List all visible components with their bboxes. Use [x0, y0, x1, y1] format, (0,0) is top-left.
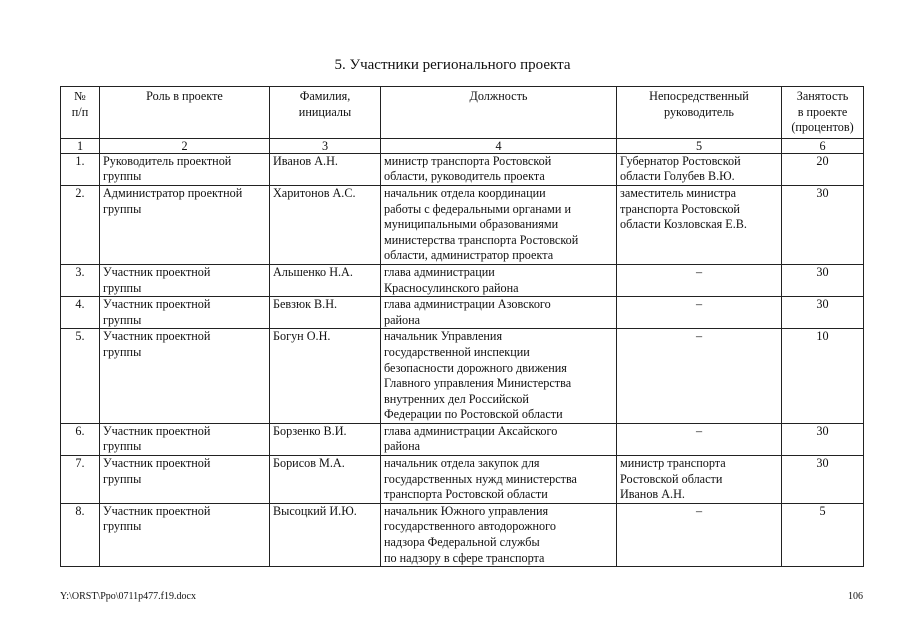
row-name: Борзенко В.И. [270, 423, 381, 455]
row-position: министр транспорта Ростовской области, руководитель проекта [381, 153, 617, 185]
header-num: № п/п [61, 87, 100, 139]
row-occupation: 5 [782, 503, 864, 566]
row-occupation: 30 [782, 423, 864, 455]
row-occupation: 20 [782, 153, 864, 185]
document-path: Y:\ORST\Ppo\0711p477.f19.docx [60, 591, 196, 602]
row-supervisor: заместитель министра транспорта Ростовской области Козловская Е.В. [617, 185, 782, 264]
row-number: 2. [61, 185, 100, 264]
header-supervisor: Непосредственный руководитель [617, 87, 782, 139]
row-number: 5. [61, 329, 100, 424]
column-number: 2 [100, 138, 270, 153]
table-row [61, 153, 864, 185]
table-row [61, 456, 864, 504]
row-occupation: 10 [782, 329, 864, 424]
row-occupation: 30 [782, 456, 864, 504]
table-row [61, 329, 864, 424]
row-role: Участник проектной группы [100, 329, 270, 424]
row-supervisor: Губернатор Ростовской области Голубев В.Ю. [617, 153, 782, 185]
row-number: 7. [61, 456, 100, 504]
participants-table [60, 86, 864, 567]
row-position: глава администрации Азовского района [381, 297, 617, 329]
row-supervisor: министр транспорта Ростовской области Иванов А.Н. [617, 456, 782, 504]
row-role: Руководитель проектной группы [100, 153, 270, 185]
column-number-row [61, 138, 864, 153]
row-role: Участник проектной группы [100, 503, 270, 566]
row-occupation: 30 [782, 185, 864, 264]
table-row [61, 264, 864, 296]
row-number: 4. [61, 297, 100, 329]
row-supervisor: – [617, 423, 782, 455]
column-number: 3 [270, 138, 381, 153]
table-row [61, 297, 864, 329]
table-row [61, 185, 864, 264]
column-number: 4 [381, 138, 617, 153]
row-supervisor: – [617, 503, 782, 566]
row-role: Участник проектной группы [100, 423, 270, 455]
header-occupation: Занятость в проекте (процентов) [782, 87, 864, 139]
row-supervisor: – [617, 329, 782, 424]
column-number: 6 [782, 138, 864, 153]
header-position: Должность [381, 87, 617, 139]
row-name: Иванов А.Н. [270, 153, 381, 185]
row-position: начальник Управления государственной инспекции безопасности дорожного движения Главного управления Министерства внутренних дел Российской Федерации по Ростовской области [381, 329, 617, 424]
column-number: 1 [61, 138, 100, 153]
row-name: Харитонов А.С. [270, 185, 381, 264]
row-number: 3. [61, 264, 100, 296]
header-name: Фамилия, инициалы [270, 87, 381, 139]
table-row [61, 423, 864, 455]
row-supervisor: – [617, 297, 782, 329]
row-position: глава администрации Красносулинского района [381, 264, 617, 296]
row-name: Богун О.Н. [270, 329, 381, 424]
row-position: начальник отдела координации работы с федеральными органами и муниципальными образованиями министерства транспорта Ростовской области, администратор проекта [381, 185, 617, 264]
row-role: Администратор проектной группы [100, 185, 270, 264]
row-name: Высоцкий И.Ю. [270, 503, 381, 566]
row-name: Бевзюк В.Н. [270, 297, 381, 329]
row-supervisor: – [617, 264, 782, 296]
row-number: 8. [61, 503, 100, 566]
row-position: начальник отдела закупок для государственных нужд министерства транспорта Ростовской области [381, 456, 617, 504]
row-role: Участник проектной группы [100, 456, 270, 504]
row-position: глава администрации Аксайского района [381, 423, 617, 455]
row-number: 6. [61, 423, 100, 455]
row-number: 1. [61, 153, 100, 185]
row-role: Участник проектной группы [100, 297, 270, 329]
row-occupation: 30 [782, 297, 864, 329]
row-position: начальник Южного управления государственного автодорожного надзора Федеральной службы по надзору в сфере транспорта [381, 503, 617, 566]
column-number: 5 [617, 138, 782, 153]
section-title: 5. Участники регионального проекта [334, 57, 571, 73]
page-number: 106 [848, 591, 863, 602]
table-header-row [61, 87, 864, 139]
row-role: Участник проектной группы [100, 264, 270, 296]
row-name: Борисов М.А. [270, 456, 381, 504]
header-role: Роль в проекте [100, 87, 270, 139]
row-occupation: 30 [782, 264, 864, 296]
table-row [61, 503, 864, 566]
row-name: Альшенко Н.А. [270, 264, 381, 296]
